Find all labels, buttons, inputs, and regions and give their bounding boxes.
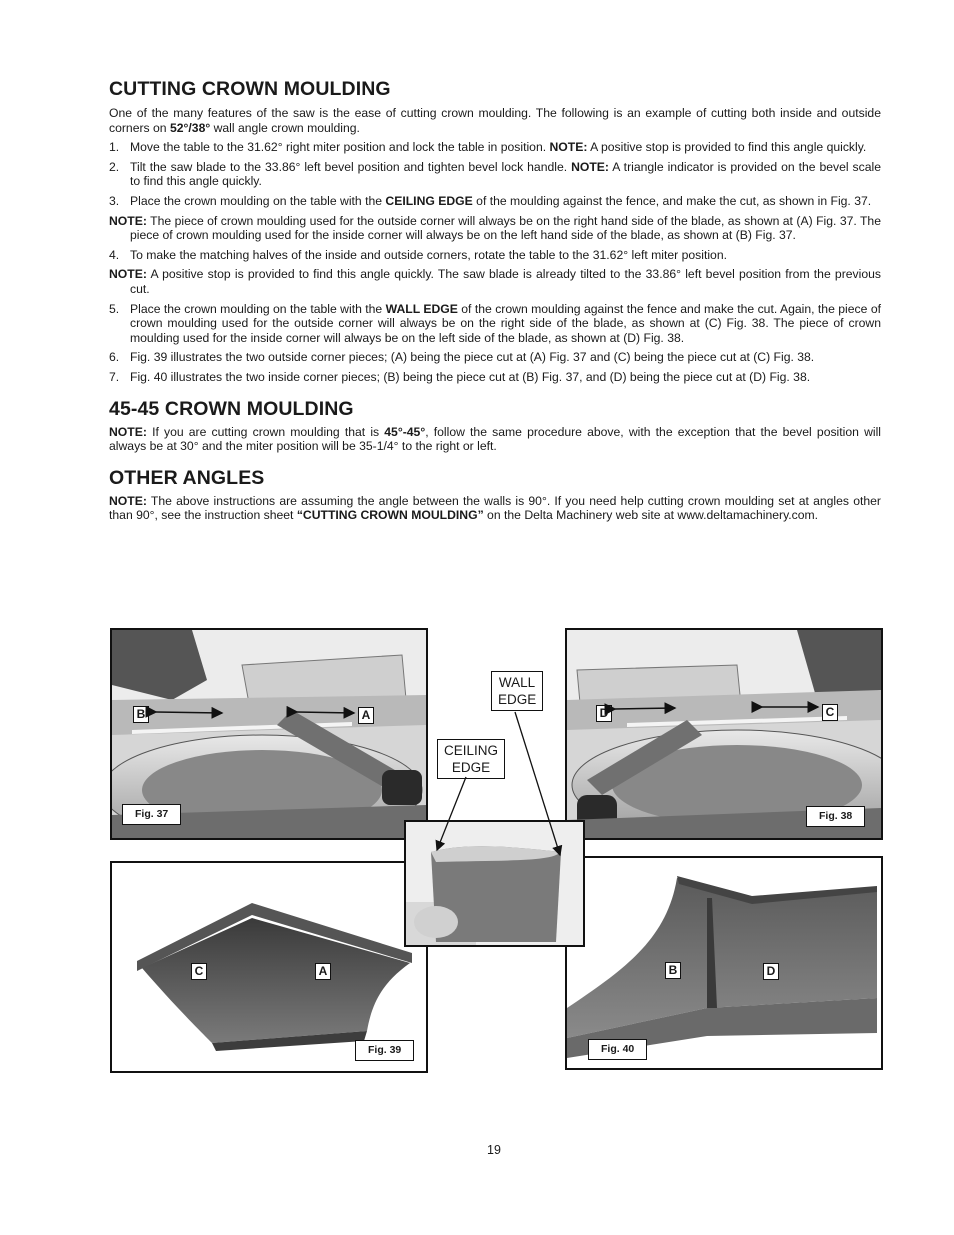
fig40-label-d: D bbox=[763, 963, 779, 980]
note-2: NOTE: A positive stop is provided to find this angle quickly. The saw blade is already tilted to the 33.86° left bevel position from the previous cut. bbox=[109, 267, 881, 296]
fig38-caption: Fig. 38 bbox=[806, 806, 865, 827]
wall-edge-callout: WALL EDGE bbox=[491, 671, 543, 711]
moulding-closeup-illustration bbox=[406, 822, 583, 945]
step-4: 4. To make the matching halves of the inside and outside corners, rotate the table to the 31.62° left miter position. bbox=[109, 247, 727, 262]
figure-39 bbox=[110, 861, 428, 1073]
fig37-caption: Fig. 37 bbox=[122, 804, 181, 825]
fig39-label-a: A bbox=[315, 963, 331, 980]
figure-38 bbox=[565, 628, 883, 840]
page-number: 19 bbox=[487, 1143, 501, 1157]
note-other-angles: NOTE: The above instructions are assuming the angle between the walls is 90°. If you need help cutting crown moulding set at angles other than 90°, see the instruction sheet “CUTTING CROWN MOULDING” on the Delta Machinery web site at www.deltamachinery.com. bbox=[109, 493, 881, 523]
section-title-other-angles: OTHER ANGLES bbox=[109, 466, 265, 489]
step-5: 5. Place the crown moulding on the table with the WALL EDGE of the crown moulding against the fence and make the cut. Again, the piece of crown moulding used for the outside corner will always be on the right side of the blade, as shown at (C) Fig. 38. The piece of crown moulding used for the inside corner will always be on the left side of the blade, as shown at (D) Fig. 38. bbox=[109, 301, 881, 345]
steps-list-3 bbox=[109, 302, 881, 385]
section-title-cutting-crown-moulding: CUTTING CROWN MOULDING bbox=[109, 78, 391, 100]
step-7: 7. Fig. 40 illustrates the two inside corner pieces; (B) being the piece cut at (B) Fig. 37, and (D) being the piece cut at (D) Fig. 38. bbox=[109, 369, 811, 384]
step-6: 6. Fig. 39 illustrates the two outside corner pieces; (A) being the piece cut at (A) Fig. 37 and (C) being the piece cut at (C) Fig. 38. bbox=[109, 350, 815, 365]
intro-paragraph: One of the many features of the saw is the ease of cutting crown moulding. The following is an example of cutting both inside and outside corners on 52°/38° wall angle crown moulding. bbox=[109, 106, 881, 135]
figure-37 bbox=[110, 628, 428, 840]
note-1: NOTE: The piece of crown moulding used for the outside corner will always be on the right hand side of the blade, as shown at (A) Fig. 37. The piece of crown moulding used for the inside corner will always be on the left hand side of the blade, as shown at (B) Fig. 37. bbox=[109, 213, 881, 243]
step-2: 2. Tilt the saw blade to the 33.86° left bevel position and tighten bevel lock handle. NOTE: A triangle indicator is provided on the bevel scale to find this angle quickly. bbox=[109, 159, 882, 189]
step-1: 1. Move the table to the 31.62° right miter position and lock the table in position. NOTE: A positive stop is provided to find this angle quickly. bbox=[109, 140, 867, 155]
figure-40 bbox=[565, 856, 883, 1070]
ceiling-edge-callout: CEILING EDGE bbox=[437, 739, 505, 779]
steps-list-2 bbox=[109, 248, 881, 263]
fig37-label-a: A bbox=[358, 707, 374, 724]
fig38-label-d: D bbox=[596, 705, 612, 722]
moulding-closeup-figure bbox=[404, 820, 585, 947]
fig39-caption: Fig. 39 bbox=[355, 1040, 414, 1061]
fig40-inside-corner-illustration bbox=[567, 858, 881, 1068]
step-3: 3. Place the crown moulding on the table with the CEILING EDGE of the moulding against the fence, and make the cut, as shown in Fig. 37. bbox=[109, 193, 872, 208]
fig39-label-c: C bbox=[191, 963, 207, 980]
text-column bbox=[109, 78, 881, 523]
fig40-caption: Fig. 40 bbox=[588, 1039, 647, 1060]
note-45-45: NOTE: If you are cutting crown moulding that is 45°-45°, follow the same procedure above, with the exception that the bevel position will always be at 30° and the miter position will be 35-1/4° to the right or left. bbox=[109, 424, 881, 454]
steps-list bbox=[109, 140, 881, 208]
fig40-label-b: B bbox=[665, 962, 681, 979]
fig37-label-b: B bbox=[133, 706, 149, 723]
section-title-45-45-crown-moulding: 45-45 CROWN MOULDING bbox=[109, 397, 354, 420]
fig38-label-c: C bbox=[822, 704, 838, 721]
